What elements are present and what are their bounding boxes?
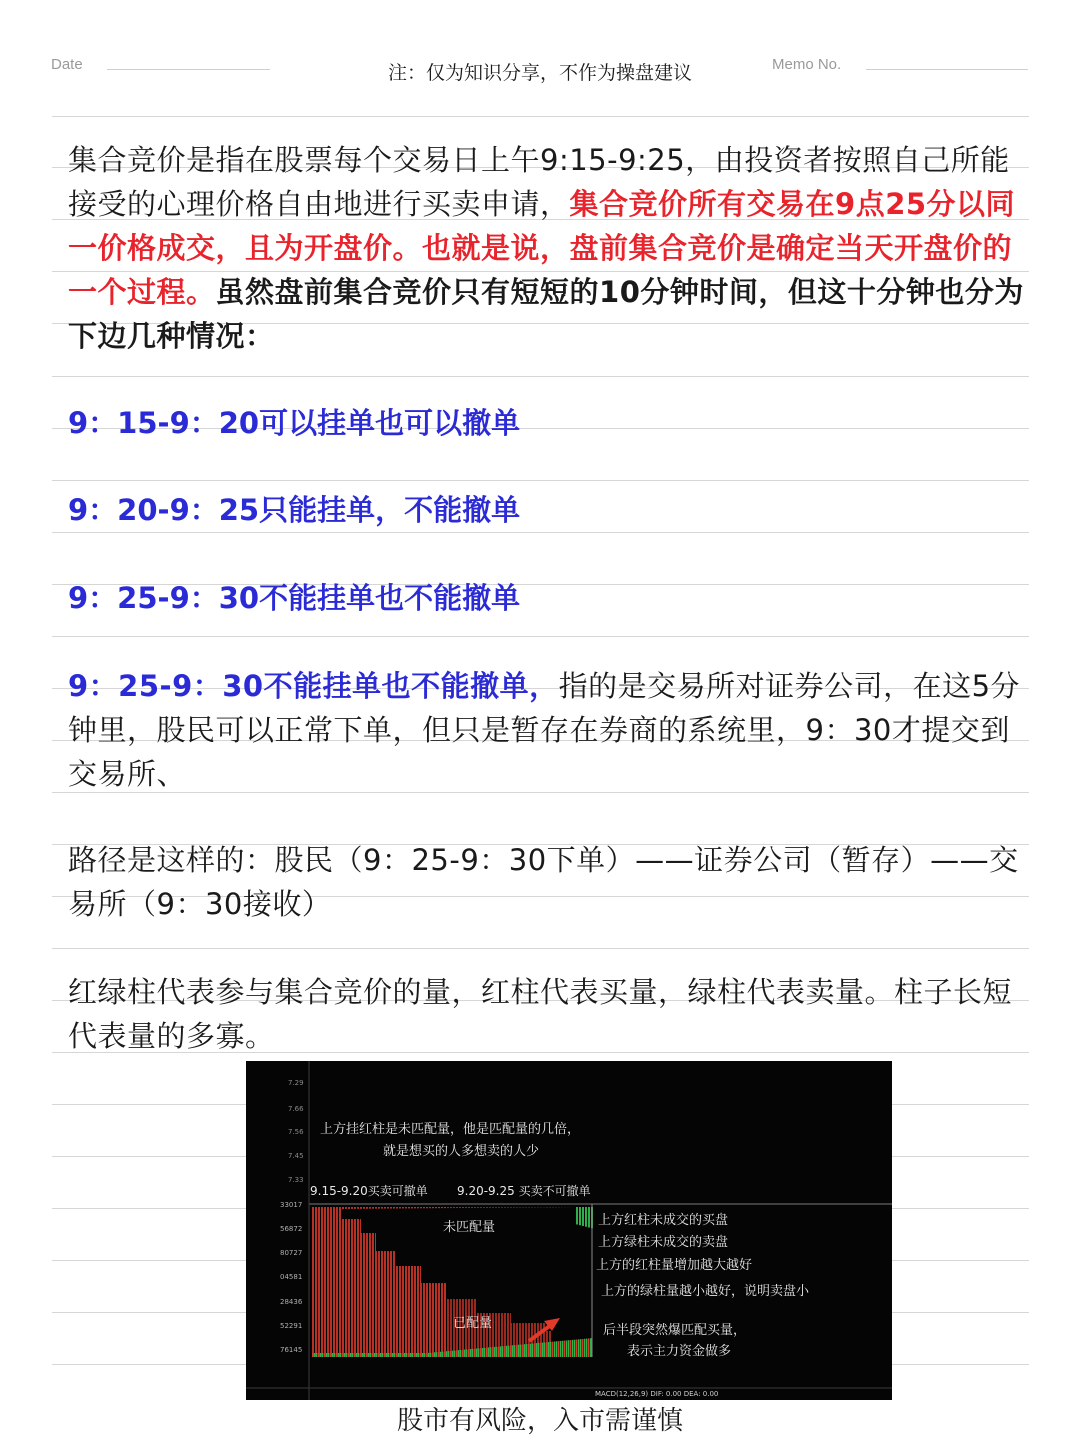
matched-volume-bar	[570, 1340, 572, 1357]
matched-volume-bar	[510, 1345, 512, 1357]
price-tick: 7.56	[288, 1128, 304, 1136]
date-label: Date	[51, 56, 83, 73]
matched-volume-bar	[350, 1353, 352, 1357]
matched-volume-bar	[554, 1341, 556, 1357]
matched-volume-bar	[366, 1353, 368, 1357]
price-tick: 7.29	[288, 1079, 304, 1087]
matched-volume-bar	[346, 1353, 348, 1357]
volume-tick: 52291	[280, 1322, 303, 1330]
matched-volume-bar	[408, 1353, 410, 1357]
matched-volume-bar	[328, 1353, 330, 1357]
bars-paragraph: 红绿柱代表参与集合竞价的量，红柱代表买量，绿柱代表卖量。柱子长短代表量的多寡。	[68, 975, 1013, 1053]
matched-volume-bar	[422, 1353, 424, 1357]
auction-chart-image	[246, 1061, 892, 1400]
matched-volume-bar	[450, 1351, 452, 1357]
matched-volume-bar	[524, 1344, 526, 1357]
price-tick: 7.45	[288, 1152, 304, 1160]
unmatched-sell-bar	[576, 1207, 578, 1225]
matched-volume-bar	[416, 1353, 418, 1357]
matched-volume-bar	[318, 1353, 320, 1357]
matched-volume-bar	[522, 1344, 524, 1357]
matched-volume-bar	[344, 1353, 346, 1357]
price-tick: 7.33	[288, 1176, 304, 1184]
matched-volume-bar	[508, 1346, 510, 1357]
matched-volume-bar	[438, 1352, 440, 1357]
matched-volume-bar	[576, 1340, 578, 1358]
top-note-line-2: 就是想买的人多想卖的人少	[383, 1144, 540, 1159]
explain-paragraph	[68, 664, 1028, 796]
matched-volume-bar	[378, 1353, 380, 1357]
matched-volume-bar	[396, 1353, 398, 1357]
volume-tick: 80727	[280, 1249, 303, 1257]
unmatched-buy-bar	[357, 1207, 359, 1357]
matched-volume-bar	[530, 1344, 532, 1357]
matched-volume-bar	[414, 1353, 416, 1357]
price-tick: 7.66	[288, 1105, 304, 1113]
matched-volume-bar	[314, 1353, 316, 1357]
unmatched-buy-bar	[333, 1207, 335, 1357]
memo-label: Memo No.	[772, 56, 842, 73]
matched-volume-bar	[324, 1353, 326, 1357]
matched-volume-bar	[558, 1341, 560, 1357]
unmatched-buy-bar	[324, 1207, 326, 1357]
matched-volume-bar	[410, 1353, 412, 1357]
matched-volume-bar	[484, 1348, 486, 1357]
matched-volume-bar	[496, 1347, 498, 1357]
unmatched-buy-bar	[312, 1207, 314, 1357]
matched-volume-bar	[412, 1353, 414, 1357]
matched-volume-bar	[430, 1353, 432, 1357]
matched-volume-bar	[512, 1345, 514, 1357]
matched-volume-bar	[488, 1347, 490, 1357]
intro-text: 集合竞价是指在股票每个交易日上午9:15-9:25，由投资者按照自己所能接受的心理价格自由地进行买卖申请，	[68, 143, 1010, 221]
intro-bold: 虽然盘前集合竞价只有短短的10分钟时间，但这十分钟也分为下边几种情况：	[68, 275, 1024, 353]
matched-volume-bar	[424, 1353, 426, 1357]
matched-volume-bar	[434, 1352, 436, 1357]
macd-label: MACD(12,26,9) DIF: 0.00 DEA: 0.00	[595, 1390, 719, 1398]
period-label-2: 9.20-9.25 买卖不可撤单	[457, 1184, 591, 1198]
path-paragraph: 路径是这样的：股民（9：25-9：30下单）——证券公司（暂存）——交易所（9：30接收）	[68, 843, 1019, 921]
matched-volume-bar	[358, 1353, 360, 1357]
matched-volume-bar	[490, 1347, 492, 1357]
matched-volume-bar	[448, 1351, 450, 1357]
matched-volume-bar	[514, 1345, 516, 1357]
disclaimer-note: 注：仅为知识分享，不作为操盘建议	[387, 62, 692, 84]
intro-highlight: 集合竞价所有交易在9点25分以同一价格成交，且为开盘价。也就是说，盘前集合竞价是确定当天开盘价的一个过程。	[68, 187, 1016, 309]
matched-volume-bar	[476, 1349, 478, 1358]
matched-volume-bar	[456, 1350, 458, 1357]
matched-volume-bar	[564, 1341, 566, 1357]
matched-volume-bar	[432, 1352, 434, 1357]
matched-volume-bar	[374, 1353, 376, 1357]
unmatched-buy-bar	[315, 1207, 317, 1357]
matched-volume-bar	[322, 1353, 324, 1357]
matched-volume-bar	[352, 1353, 354, 1357]
matched-volume-bar	[428, 1353, 430, 1357]
matched-volume-bar	[442, 1352, 444, 1357]
unmatched-buy-bar	[348, 1207, 350, 1357]
matched-volume-bar	[392, 1353, 394, 1357]
matched-volume-bar	[580, 1339, 582, 1357]
matched-volume-bar	[400, 1353, 402, 1357]
matched-volume-bar	[526, 1344, 528, 1357]
matched-volume-bar	[590, 1338, 592, 1357]
matched-volume-bar	[546, 1342, 548, 1357]
matched-volume-bar	[528, 1344, 530, 1357]
matched-volume-bar	[492, 1347, 494, 1357]
unmatched-sell-bar	[582, 1207, 584, 1226]
matched-volume-bar	[420, 1353, 422, 1357]
matched-volume-bar	[464, 1350, 466, 1357]
matched-volume-bar	[406, 1353, 408, 1357]
matched-volume-bar	[466, 1349, 468, 1357]
matched-volume-bar	[338, 1353, 340, 1357]
unmatched-buy-bar	[327, 1207, 329, 1357]
unmatched-sell-bar	[579, 1207, 581, 1225]
unmatched-buy-bar	[318, 1207, 320, 1357]
matched-volume-bar	[472, 1349, 474, 1357]
matched-volume-bar	[382, 1353, 384, 1357]
right-note-4: 上方的绿柱量越小越好，说明卖盘小	[601, 1284, 810, 1299]
rule-line-1: 9：15-9：20可以挂单也可以撤单	[68, 406, 521, 440]
matched-volume-bar	[474, 1349, 476, 1357]
matched-volume-bar	[494, 1347, 496, 1357]
matched-volume-bar	[404, 1353, 406, 1357]
matched-volume-bar	[538, 1343, 540, 1357]
matched-volume-bar	[360, 1353, 362, 1357]
matched-volume-bar	[386, 1353, 388, 1357]
matched-volume-bar	[460, 1350, 462, 1357]
matched-volume-bar	[544, 1342, 546, 1357]
matched-volume-bar	[552, 1342, 554, 1357]
matched-volume-bar	[536, 1343, 538, 1357]
unmatched-sell-bar	[585, 1207, 587, 1227]
matched-volume-bar	[568, 1340, 570, 1357]
explain-text: 指的是交易所对证券公司，在这5分钟里，股民可以正常下单，但只是暂存在券商的系统里，9：30才提交到交易所、	[68, 669, 1021, 791]
rule-line-3: 9：25-9：30不能挂单也不能撤单	[68, 581, 521, 615]
matched-volume-bar	[534, 1343, 536, 1357]
unmatched-buy-bar	[339, 1207, 341, 1357]
right-note-1: 上方红柱未成交的买盘	[598, 1213, 729, 1228]
volume-tick: 56872	[280, 1225, 303, 1233]
ruled-line	[52, 636, 1029, 637]
matched-volume-bar	[578, 1339, 580, 1357]
unmatched-buy-bar	[336, 1207, 338, 1357]
matched-volume-bar	[478, 1348, 480, 1357]
rule-line-2: 9：20-9：25只能挂单，不能撤单	[68, 493, 521, 527]
ruled-line	[52, 376, 1029, 377]
volume-tick: 33017	[280, 1201, 303, 1209]
matched-volume-bar	[532, 1343, 534, 1357]
matched-volume-bar	[462, 1350, 464, 1357]
matched-volume-bar	[362, 1353, 364, 1357]
matched-volume-bar	[436, 1352, 438, 1357]
matched-volume-bar	[506, 1346, 508, 1357]
matched-volume-bar	[502, 1346, 504, 1357]
matched-volume-bar	[452, 1351, 454, 1357]
risk-caption: 股市有风险，入市需谨慎	[396, 1406, 683, 1436]
matched-volume-bar	[586, 1339, 588, 1357]
matched-volume-bar	[518, 1345, 520, 1357]
unmatched-buy-bar	[354, 1207, 356, 1357]
matched-volume-bar	[364, 1353, 366, 1357]
matched-volume-bar	[562, 1341, 564, 1357]
top-note-line-1: 上方挂红柱是未匹配量，他是匹配量的几倍，	[320, 1122, 581, 1137]
right-note-3: 上方的红柱量增加越大越好	[596, 1258, 753, 1273]
memo-line	[866, 69, 1028, 70]
matched-label: 已配量	[453, 1316, 493, 1331]
matched-volume-bar	[354, 1353, 356, 1357]
matched-volume-bar	[340, 1353, 342, 1357]
matched-volume-bar	[388, 1353, 390, 1357]
matched-volume-bar	[574, 1340, 576, 1357]
matched-volume-bar	[520, 1345, 522, 1357]
matched-volume-bar	[384, 1353, 386, 1357]
matched-volume-bar	[334, 1353, 336, 1357]
bottom-note-line-1: 后半段突然爆匹配买量，	[603, 1323, 747, 1338]
matched-volume-bar	[480, 1348, 482, 1357]
matched-volume-bar	[504, 1346, 506, 1357]
matched-volume-bar	[426, 1353, 428, 1357]
matched-volume-bar	[498, 1347, 500, 1357]
matched-volume-bar	[330, 1353, 332, 1357]
matched-volume-bar	[336, 1353, 338, 1357]
volume-tick: 76145	[280, 1346, 303, 1354]
ruled-line	[52, 480, 1029, 481]
matched-volume-bar	[542, 1343, 544, 1357]
matched-volume-bar	[370, 1353, 372, 1357]
matched-volume-bar	[572, 1340, 574, 1357]
matched-volume-bar	[500, 1346, 502, 1357]
matched-volume-bar	[482, 1348, 484, 1357]
matched-volume-bar	[454, 1350, 456, 1357]
matched-volume-bar	[440, 1352, 442, 1357]
ruled-line	[52, 116, 1029, 117]
bottom-note-line-2: 表示主力资金做多	[627, 1344, 732, 1359]
matched-volume-bar	[444, 1351, 446, 1357]
unmatched-buy-bar	[330, 1207, 332, 1357]
matched-volume-bar	[584, 1339, 586, 1357]
matched-volume-bar	[556, 1341, 558, 1357]
auction-chart-svg	[246, 1061, 892, 1400]
volume-tick: 04581	[280, 1273, 303, 1281]
unmatched-buy-bar	[342, 1207, 344, 1357]
period-label-1: 9.15-9.20买卖可撤单	[310, 1184, 428, 1198]
matched-volume-bar	[320, 1353, 322, 1357]
unmatched-sell-bar	[588, 1207, 590, 1228]
matched-volume-bar	[368, 1353, 370, 1357]
matched-volume-bar	[516, 1345, 518, 1357]
matched-volume-bar	[316, 1353, 318, 1357]
matched-volume-bar	[372, 1353, 374, 1357]
unmatched-buy-bar	[351, 1207, 353, 1357]
matched-volume-bar	[588, 1338, 590, 1357]
unmatched-label: 未匹配量	[443, 1220, 496, 1235]
intro-paragraph	[68, 138, 1028, 358]
matched-volume-bar	[376, 1353, 378, 1357]
matched-volume-bar	[418, 1353, 420, 1357]
matched-volume-bar	[468, 1349, 470, 1357]
matched-volume-bar	[582, 1339, 584, 1357]
matched-volume-bar	[470, 1349, 472, 1357]
explain-highlight: 9：25-9：30不能挂单也不能撤单，	[68, 669, 559, 703]
matched-volume-bar	[326, 1353, 328, 1357]
matched-volume-bar	[550, 1342, 552, 1357]
matched-volume-bar	[458, 1350, 460, 1357]
matched-volume-bar	[348, 1353, 350, 1357]
matched-volume-bar	[566, 1340, 568, 1357]
ruled-line	[52, 948, 1029, 949]
matched-volume-bar	[394, 1353, 396, 1357]
matched-volume-bar	[446, 1351, 448, 1357]
volume-tick: 28436	[280, 1298, 303, 1306]
matched-volume-bar	[402, 1353, 404, 1357]
right-note-2: 上方绿柱未成交的卖盘	[598, 1235, 729, 1250]
unmatched-buy-bar	[345, 1207, 347, 1357]
matched-volume-bar	[560, 1341, 562, 1357]
matched-volume-bar	[332, 1353, 334, 1357]
unmatched-buy-bar	[321, 1207, 323, 1357]
matched-volume-bar	[356, 1353, 358, 1357]
matched-volume-bar	[540, 1343, 542, 1357]
matched-volume-bar	[486, 1348, 488, 1357]
matched-volume-bar	[342, 1353, 344, 1357]
ruled-line	[52, 532, 1029, 533]
matched-volume-bar	[548, 1342, 550, 1357]
matched-volume-bar	[398, 1353, 400, 1357]
matched-volume-bar	[380, 1353, 382, 1357]
matched-volume-bar	[390, 1353, 392, 1357]
matched-volume-bar	[312, 1353, 314, 1357]
